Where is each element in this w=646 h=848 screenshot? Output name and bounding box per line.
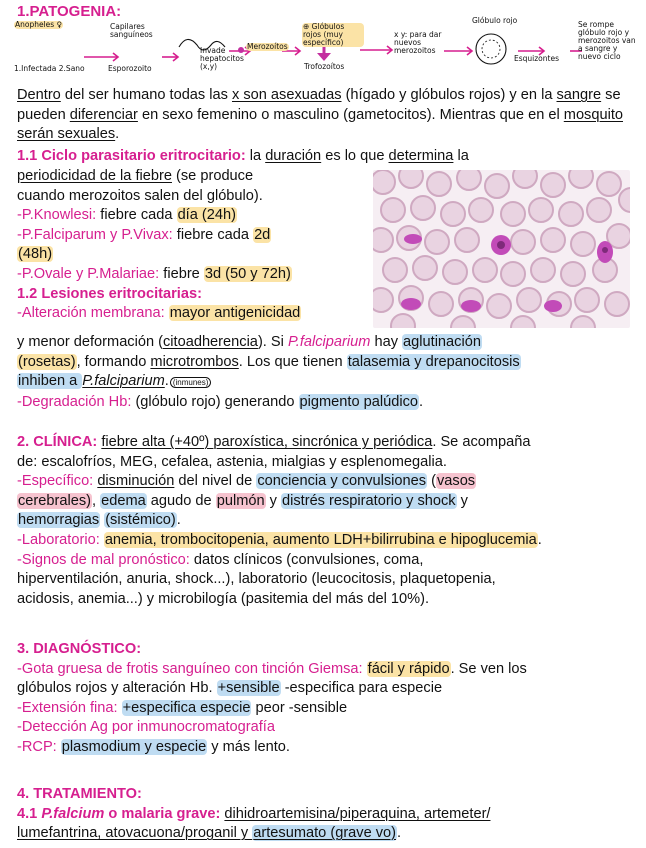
- label-knowlesi: -P.Knowlesi:: [17, 207, 97, 224]
- text-span: la: [245, 148, 266, 164]
- text-mosquito: mosquito serán sexuales: [17, 106, 623, 143]
- label-extension-fina: -Extensión fina:: [17, 699, 118, 716]
- section-title-patogenia: 1.PATOGENIA:: [17, 3, 122, 20]
- highlight-conciencia: conciencia y convulsiones: [257, 473, 427, 490]
- highlight-24h: día (24h): [177, 207, 236, 224]
- text-span: -especifica para especie: [280, 680, 443, 697]
- highlight-2d: 2d: [254, 226, 271, 243]
- subsection-title-ciclo: 1.1 Ciclo parasitario eritrocitario:: [17, 148, 246, 164]
- highlight-3d: 3d (50 y 72h): [204, 265, 291, 282]
- merozoitos-label: Merozoítos: [247, 42, 288, 51]
- text-span: (hígado y glóbulos rojos) y en la: [341, 87, 557, 103]
- globulos-label: ⊕ Glóbulos rojos (muy específico): [302, 23, 364, 47]
- text-span: peor -sensible: [251, 699, 348, 716]
- text-span: es lo que: [321, 148, 389, 164]
- highlight-inhiben: inhiben a: [18, 373, 82, 390]
- label-ovale-malariae: -P.Ovale y P.Malariae:: [17, 265, 160, 282]
- text-span: ). Si: [257, 334, 288, 350]
- label-especifico: -Específico:: [17, 473, 94, 490]
- highlight-facil-rapido: fácil y rápido: [367, 660, 450, 677]
- ciclo-body: [17, 167, 367, 324]
- text-span: (: [427, 473, 436, 490]
- text-span: glóbulos rojos y alteración Hb.: [17, 680, 217, 697]
- blood-smear-illustration: [373, 170, 630, 328]
- subsection-number: 4.1: [17, 805, 42, 822]
- text-pfalciparium: P.falciparium: [287, 334, 371, 350]
- highlight-rosetas: (rosetas): [18, 353, 76, 370]
- blood-smear-image: [373, 170, 630, 328]
- text-diferenciar: diferenciar: [69, 106, 138, 123]
- highlight-48h: (48h): [18, 246, 53, 263]
- text-span: del nivel de: [174, 473, 257, 490]
- text-mal-pronostico-2: hiperventilación, anuria, shock...), laboratorio (leucocitosis, plaquetopenia,: [17, 571, 496, 588]
- text-span: y más lento.: [207, 738, 290, 755]
- subsection-ciclo: [17, 147, 637, 167]
- text-merozoitos-salen: cuando merozoitos salen del glóbulo).: [17, 187, 263, 204]
- esquizontes-label: Esquizontes: [514, 54, 559, 63]
- text-span: se pueden: [17, 87, 621, 123]
- section-diagnostico: [17, 640, 642, 758]
- highlight-distres: distrés respiratorio y shock: [282, 492, 456, 509]
- note-inmunes: (inmunes): [170, 377, 212, 388]
- label-laboratorio: -Laboratorio:: [17, 531, 100, 548]
- text-periodicidad: periodicidad de la fiebre: [17, 168, 172, 184]
- highlight-plasmodium: plasmodium y especie: [61, 738, 207, 755]
- label-degradacion: -Degradación Hb:: [17, 393, 132, 410]
- globulo-rojo-label: Glóbulo rojo: [472, 16, 518, 25]
- label-alteracion: -Alteración membrana:: [17, 305, 165, 322]
- text-span: , formando: [76, 353, 151, 370]
- section-clinica: [17, 433, 642, 609]
- text-span: ,: [92, 492, 101, 509]
- text-dentro: Dentro: [17, 87, 61, 103]
- rompe-label: Se rompe glóbulo rojo y merozoitos van a sangre y nuevo ciclo: [578, 20, 636, 61]
- text-span: del ser humano todas las: [60, 87, 232, 103]
- text-microtrombos: microtrombos: [150, 353, 239, 370]
- text-span: y: [456, 492, 468, 509]
- text-citoadherencia: citoadherencia: [163, 334, 258, 350]
- text-span: datos clínicos (convulsiones, coma,: [189, 551, 424, 568]
- text-span: (se produce: [171, 168, 254, 184]
- text-span: (glóbulo rojo) generando: [131, 393, 299, 410]
- label-deteccion-ag: -Detección Ag por inmunocromatografía: [17, 719, 275, 736]
- label-gota-gruesa: -Gota gruesa de frotis sanguíneo con tinción Giemsa:: [17, 660, 363, 677]
- section-tratamiento: [17, 785, 642, 844]
- lesiones-body: [17, 333, 637, 412]
- highlight-cerebrales: cerebrales): [18, 492, 91, 509]
- highlight-laboratorio: anemia, trombocitopenia, aumento LDH+bilirrubina e hipoglucemia: [104, 531, 537, 548]
- text-span: la: [453, 148, 469, 164]
- text-pfalcium: P.falcium: [41, 805, 105, 822]
- highlight-artesumato: artesumato (grave vo): [253, 825, 397, 842]
- highlight-hemorragias: hemorragias: [18, 512, 100, 529]
- text-sangre: sangre: [556, 87, 602, 103]
- anopheles-label: Anopheles ♀: [15, 20, 63, 29]
- label-mal-pronostico: -Signos de mal pronóstico:: [17, 551, 190, 568]
- text-span: fiebre: [159, 265, 204, 282]
- text-lumefantrina: lumefantrina, atovacuona/proganil y: [17, 825, 253, 842]
- text-mal-pronostico-3: acidosis, anemia...) y microbilogía (pasitemia del más del 10%).: [17, 590, 430, 607]
- section-title-clinica: 2. CLÍNICA:: [17, 434, 98, 450]
- section-title-diagnostico: 3. DIAGNÓSTICO:: [17, 641, 142, 657]
- pathogenesis-diagram: [14, 17, 640, 79]
- text-span: . Se acompaña: [432, 434, 531, 450]
- esporozoito-label: Esporozoito: [108, 64, 152, 73]
- section-title-tratamiento: 4. TRATAMIENTO:: [17, 786, 142, 802]
- text-span: fiebre cada: [172, 226, 254, 243]
- label-rcp: -RCP:: [17, 738, 57, 755]
- highlight-sistemico: (sistémico): [105, 512, 176, 529]
- capilares-label: Capilares sanguíneos: [110, 22, 153, 39]
- text-span: agudo de: [146, 492, 216, 509]
- text-span: . Los que tienen: [238, 353, 347, 370]
- text-span: .: [176, 512, 181, 529]
- text-sintomas: de: escalofríos, MEG, cefalea, astenia, mialgias y esplenomegalia.: [17, 453, 447, 470]
- xy-label: x y: para dar nuevos merozoitos: [394, 30, 442, 55]
- text-duracion: duración: [265, 148, 322, 164]
- text-span: en sexo femenino o masculino (gametocitos). Mientras que en el: [137, 106, 564, 123]
- text-asexuadas: x son asexuadas: [231, 87, 342, 103]
- text-span: .: [164, 373, 169, 390]
- highlight-aglutinacion: aglutinación: [403, 334, 481, 350]
- subsection-title-malaria-grave: o malaria grave:: [104, 805, 221, 822]
- text-span: .: [537, 531, 542, 548]
- highlight-pulmon: pulmón: [216, 492, 265, 509]
- text-span: y menor deformación (: [17, 334, 163, 350]
- text-disminucion: disminución: [97, 473, 175, 490]
- infected-label: 1.Infectada 2.Sano: [14, 64, 85, 73]
- text-pfalciparium-2: P.falciparium: [82, 373, 165, 390]
- highlight-talasemia: talasemia y drepanocitosis: [347, 353, 520, 370]
- text-fiebre-alta: fiebre alta (+40º) paroxística, sincrónica y periódica: [101, 434, 433, 450]
- text-span: .: [397, 825, 402, 842]
- text-span: y: [265, 492, 281, 509]
- text-span: .: [115, 126, 120, 143]
- text-span: .: [418, 393, 424, 410]
- highlight-especifica: +especifica especie: [122, 699, 251, 716]
- highlight-antigenicidad: mayor antigenicidad: [169, 305, 301, 322]
- label-falciparum-vivax: -P.Falciparum y P.Vivax:: [17, 226, 173, 243]
- highlight-sensible: +sensible: [217, 680, 280, 697]
- text-dihidroartemisina: dihidroartemisina/piperaquina, artemeter/: [224, 805, 491, 822]
- hepatocitos-label: Invade hepatocitos (x,y): [200, 46, 244, 71]
- text-span: hay: [370, 334, 403, 350]
- intro-paragraph: [17, 86, 637, 145]
- highlight-edema: edema: [101, 492, 146, 509]
- highlight-vasos: vasos: [436, 473, 476, 490]
- text-span: . Se ven los: [450, 660, 527, 677]
- text-determina: determina: [388, 148, 454, 164]
- trofozoitos-label: Trofozoítos: [304, 62, 345, 71]
- text-span: fiebre cada: [96, 207, 177, 224]
- highlight-pigmento: pigmento palúdico: [299, 393, 418, 410]
- subsection-title-lesiones: 1.2 Lesiones eritrocitarias:: [17, 285, 202, 302]
